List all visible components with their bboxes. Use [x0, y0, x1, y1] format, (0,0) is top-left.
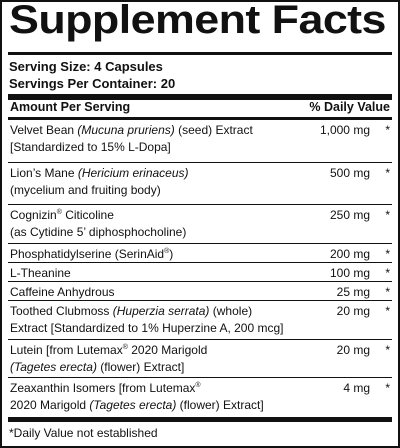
daily-value: *: [385, 381, 390, 395]
ingredient-name: Cognizin® Citicoline (as Cytidine 5’ diphosphocholine): [10, 208, 187, 239]
ingredient-name: L-Theanine: [10, 266, 71, 280]
footnote: *Daily Value not established: [9, 426, 158, 440]
ingredient-amount: 20 mg: [336, 343, 370, 357]
ingredient-amount: 200 mg: [329, 247, 370, 261]
daily-value: *: [385, 208, 390, 222]
header-daily-value: % Daily Value: [309, 100, 390, 114]
ingredient-row: [8, 243, 392, 262]
ingredient-row: [8, 300, 392, 339]
ingredient-row: [8, 281, 392, 300]
title-rule: [8, 52, 392, 55]
ingredient-row: [8, 204, 392, 243]
daily-value: *: [385, 343, 390, 357]
ingredient-row: [8, 162, 392, 204]
panel-title: Supplement Facts: [9, 0, 386, 42]
footer-rule: [8, 417, 392, 422]
ingredient-name: Lutein [from Lutemax® 2020 Marigold (Tagetes erecta) (flower) Extract]: [10, 343, 208, 374]
ingredient-row: [8, 339, 392, 377]
daily-value: *: [385, 166, 390, 180]
ingredient-name: Phosphatidylserine (SerinAid®): [10, 247, 174, 261]
ingredient-name: Velvet Bean (Mucuna pruriens) (seed) Extract [Standardized to 15% L-Dopa]: [10, 123, 253, 154]
servings-per-container: Servings Per Container: 20: [9, 76, 176, 91]
daily-value: *: [385, 266, 390, 280]
ingredient-row: [8, 377, 392, 417]
ingredient-amount: 100 mg: [329, 266, 370, 280]
daily-value: *: [385, 247, 390, 261]
ingredient-name: Toothed Clubmoss (Huperzia serrata) (whole) Extract [Standardized to 1% Huperzine A, 200 mcg]: [10, 304, 284, 335]
ingredient-row: [8, 262, 392, 281]
ingredient-amount: 500 mg: [329, 166, 370, 180]
ingredient-amount: 4 mg: [343, 381, 370, 395]
daily-value: *: [385, 304, 390, 318]
ingredient-name: Lion’s Mane (Hericium erinaceus) (mycelium and fruiting body): [10, 166, 189, 197]
serving-size: Serving Size: 4 Capsules: [9, 59, 163, 74]
ingredient-amount: 1,000 mg: [319, 123, 370, 137]
header-amount-per-serving: Amount Per Serving: [10, 100, 131, 114]
ingredient-name: Caffeine Anhydrous: [10, 285, 115, 299]
ingredient-amount: 20 mg: [336, 304, 370, 318]
ingredient-amount: 25 mg: [336, 285, 370, 299]
ingredient-name: Zeaxanthin Isomers [from Lutemax® 2020 Marigold (Tagetes erecta) (flower) Extract]: [10, 381, 264, 412]
daily-value: *: [385, 285, 390, 299]
ingredient-amount: 250 mg: [329, 208, 370, 222]
ingredient-row: [8, 119, 392, 162]
daily-value: *: [385, 123, 390, 137]
